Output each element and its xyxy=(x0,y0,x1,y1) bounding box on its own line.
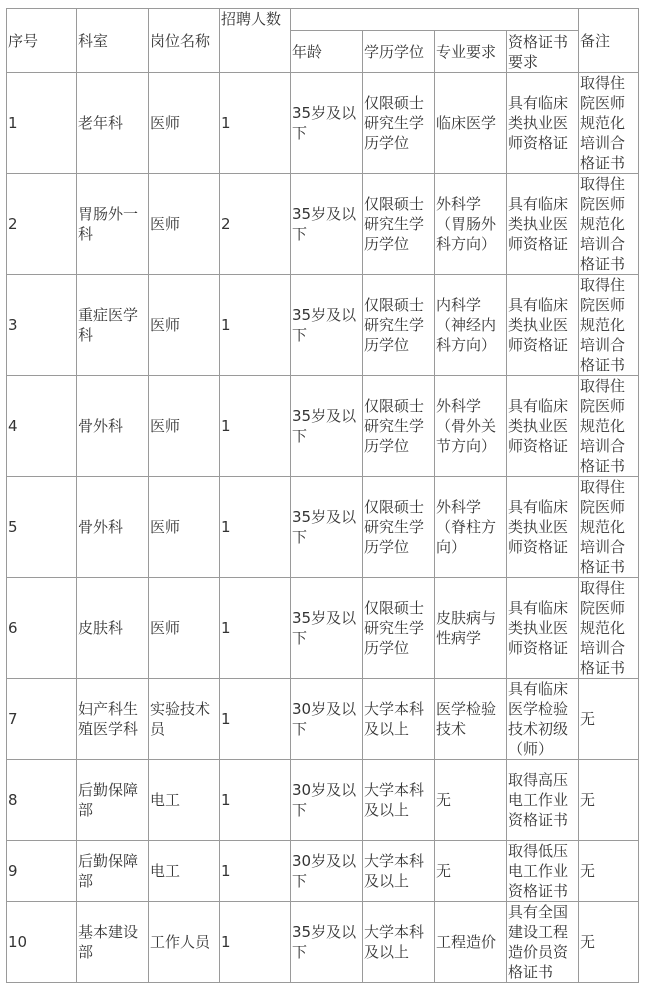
cell-education: 大学本科及以上 xyxy=(363,679,435,760)
cell-certificate: 取得高压电工作业资格证书 xyxy=(507,760,579,841)
header-dept: 科室 xyxy=(77,9,149,73)
cell-certificate: 具有全国建设工程造价员资格证书 xyxy=(507,902,579,983)
cell-count: 1 xyxy=(220,578,291,679)
cell-position: 医师 xyxy=(149,73,220,174)
cell-dept: 胃肠外一科 xyxy=(77,174,149,275)
cell-dept: 妇产科生殖医学科 xyxy=(77,679,149,760)
recruitment-table xyxy=(6,8,639,983)
cell-major: 外科学（骨外关节方向） xyxy=(435,376,507,477)
cell-certificate: 具有临床类执业医师资格证 xyxy=(507,73,579,174)
cell-age: 30岁及以下 xyxy=(291,841,363,902)
cell-major: 临床医学 xyxy=(435,73,507,174)
cell-dept: 骨外科 xyxy=(77,477,149,578)
header-remark: 备注 xyxy=(579,9,639,73)
cell-seq: 1 xyxy=(7,73,77,174)
cell-remark: 取得住院医师规范化培训合格证书 xyxy=(579,477,639,578)
cell-certificate: 具有临床类执业医师资格证 xyxy=(507,477,579,578)
cell-count: 1 xyxy=(220,376,291,477)
cell-remark: 无 xyxy=(579,679,639,760)
cell-seq: 2 xyxy=(7,174,77,275)
cell-count: 1 xyxy=(220,760,291,841)
header-count: 招聘人数 xyxy=(220,9,291,73)
table-row xyxy=(7,275,639,376)
cell-education: 仅限硕士研究生学历学位 xyxy=(363,174,435,275)
header-requirements-group xyxy=(291,9,579,31)
table-row xyxy=(7,73,639,174)
cell-count: 1 xyxy=(220,902,291,983)
cell-education: 仅限硕士研究生学历学位 xyxy=(363,376,435,477)
table-row xyxy=(7,477,639,578)
cell-dept: 重症医学科 xyxy=(77,275,149,376)
cell-major: 外科学（胃肠外科方向） xyxy=(435,174,507,275)
cell-remark: 取得住院医师规范化培训合格证书 xyxy=(579,73,639,174)
cell-seq: 6 xyxy=(7,578,77,679)
cell-count: 1 xyxy=(220,841,291,902)
cell-dept: 皮肤科 xyxy=(77,578,149,679)
cell-seq: 4 xyxy=(7,376,77,477)
cell-education: 仅限硕士研究生学历学位 xyxy=(363,73,435,174)
cell-major: 皮肤病与性病学 xyxy=(435,578,507,679)
cell-seq: 8 xyxy=(7,760,77,841)
cell-dept: 老年科 xyxy=(77,73,149,174)
cell-count: 1 xyxy=(220,477,291,578)
cell-major: 工程造价 xyxy=(435,902,507,983)
cell-position: 医师 xyxy=(149,376,220,477)
header-position: 岗位名称 xyxy=(149,9,220,73)
cell-position: 工作人员 xyxy=(149,902,220,983)
header-major: 专业要求 xyxy=(435,31,507,73)
cell-age: 35岁及以下 xyxy=(291,477,363,578)
cell-position: 医师 xyxy=(149,174,220,275)
table-row xyxy=(7,760,639,841)
cell-seq: 10 xyxy=(7,902,77,983)
cell-seq: 7 xyxy=(7,679,77,760)
cell-age: 35岁及以下 xyxy=(291,174,363,275)
cell-remark: 取得住院医师规范化培训合格证书 xyxy=(579,578,639,679)
cell-certificate: 具有临床类执业医师资格证 xyxy=(507,376,579,477)
cell-seq: 5 xyxy=(7,477,77,578)
table-row xyxy=(7,376,639,477)
cell-dept: 后勤保障部 xyxy=(77,760,149,841)
cell-remark: 取得住院医师规范化培训合格证书 xyxy=(579,275,639,376)
cell-education: 大学本科及以上 xyxy=(363,760,435,841)
cell-remark: 无 xyxy=(579,760,639,841)
cell-position: 医师 xyxy=(149,275,220,376)
cell-age: 35岁及以下 xyxy=(291,73,363,174)
cell-dept: 基本建设部 xyxy=(77,902,149,983)
header-row-top xyxy=(7,9,639,31)
cell-age: 35岁及以下 xyxy=(291,578,363,679)
cell-position: 电工 xyxy=(149,841,220,902)
header-age: 年龄 xyxy=(291,31,363,73)
cell-dept: 后勤保障部 xyxy=(77,841,149,902)
cell-certificate: 具有临床类执业医师资格证 xyxy=(507,174,579,275)
cell-major: 外科学（脊柱方向） xyxy=(435,477,507,578)
cell-education: 仅限硕士研究生学历学位 xyxy=(363,275,435,376)
cell-seq: 9 xyxy=(7,841,77,902)
cell-certificate: 具有临床医学检验技术初级（师） xyxy=(507,679,579,760)
table-row xyxy=(7,902,639,983)
header-certificate: 资格证书要求 xyxy=(507,31,579,73)
cell-remark: 取得住院医师规范化培训合格证书 xyxy=(579,376,639,477)
cell-certificate: 具有临床类执业医师资格证 xyxy=(507,578,579,679)
cell-major: 内科学（神经内科方向） xyxy=(435,275,507,376)
cell-certificate: 具有临床类执业医师资格证 xyxy=(507,275,579,376)
cell-certificate: 取得低压电工作业资格证书 xyxy=(507,841,579,902)
cell-major: 无 xyxy=(435,841,507,902)
cell-remark: 无 xyxy=(579,902,639,983)
cell-position: 实验技术员 xyxy=(149,679,220,760)
table-row xyxy=(7,578,639,679)
cell-seq: 3 xyxy=(7,275,77,376)
cell-count: 1 xyxy=(220,73,291,174)
cell-education: 仅限硕士研究生学历学位 xyxy=(363,578,435,679)
cell-position: 电工 xyxy=(149,760,220,841)
cell-count: 1 xyxy=(220,679,291,760)
cell-age: 30岁及以下 xyxy=(291,760,363,841)
cell-dept: 骨外科 xyxy=(77,376,149,477)
cell-age: 35岁及以下 xyxy=(291,275,363,376)
cell-position: 医师 xyxy=(149,477,220,578)
cell-education: 大学本科及以上 xyxy=(363,841,435,902)
cell-remark: 无 xyxy=(579,841,639,902)
table-row xyxy=(7,679,639,760)
cell-remark: 取得住院医师规范化培训合格证书 xyxy=(579,174,639,275)
cell-education: 仅限硕士研究生学历学位 xyxy=(363,477,435,578)
cell-count: 2 xyxy=(220,174,291,275)
header-seq: 序号 xyxy=(7,9,77,73)
header-education: 学历学位 xyxy=(363,31,435,73)
cell-major: 医学检验技术 xyxy=(435,679,507,760)
cell-age: 35岁及以下 xyxy=(291,376,363,477)
cell-major: 无 xyxy=(435,760,507,841)
cell-position: 医师 xyxy=(149,578,220,679)
cell-count: 1 xyxy=(220,275,291,376)
cell-age: 30岁及以下 xyxy=(291,679,363,760)
cell-age: 35岁及以下 xyxy=(291,902,363,983)
cell-education: 大学本科及以上 xyxy=(363,902,435,983)
table-row xyxy=(7,174,639,275)
